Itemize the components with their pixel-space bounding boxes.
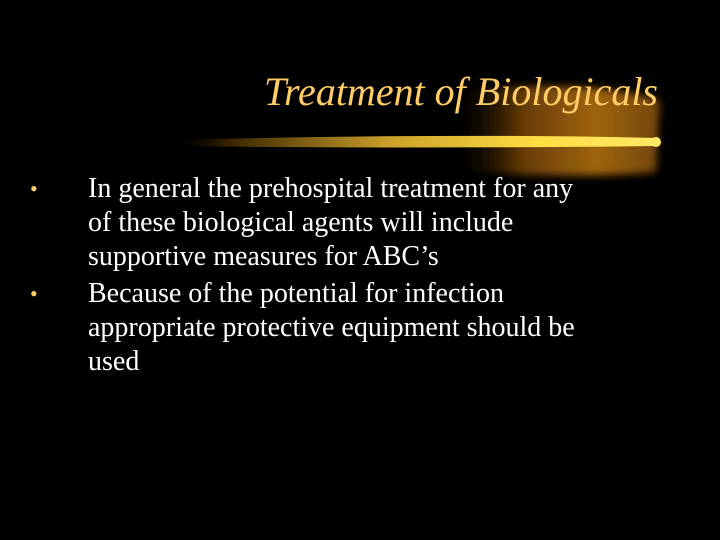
bullet-icon: • (30, 281, 38, 306)
slide-title: Treatment of Biologicals (263, 69, 658, 114)
bullet-line: In general the prehospital treatment for any (88, 173, 574, 204)
bullet-item (30, 277, 670, 379)
accent-swoosh-cap (651, 137, 661, 147)
bullet-item (30, 172, 670, 274)
bullet-icon: • (30, 176, 38, 201)
bullet-line: of these biological agents will include (88, 207, 514, 238)
bullet-line: used (88, 346, 140, 377)
bullet-line: Because of the potential for infection (88, 278, 504, 309)
bullet-line: supportive measures for ABC’s (88, 241, 439, 272)
bullet-line: appropriate protective equipment should be (88, 312, 575, 343)
accent-swoosh-line (170, 136, 658, 148)
bullet-list (30, 172, 670, 382)
